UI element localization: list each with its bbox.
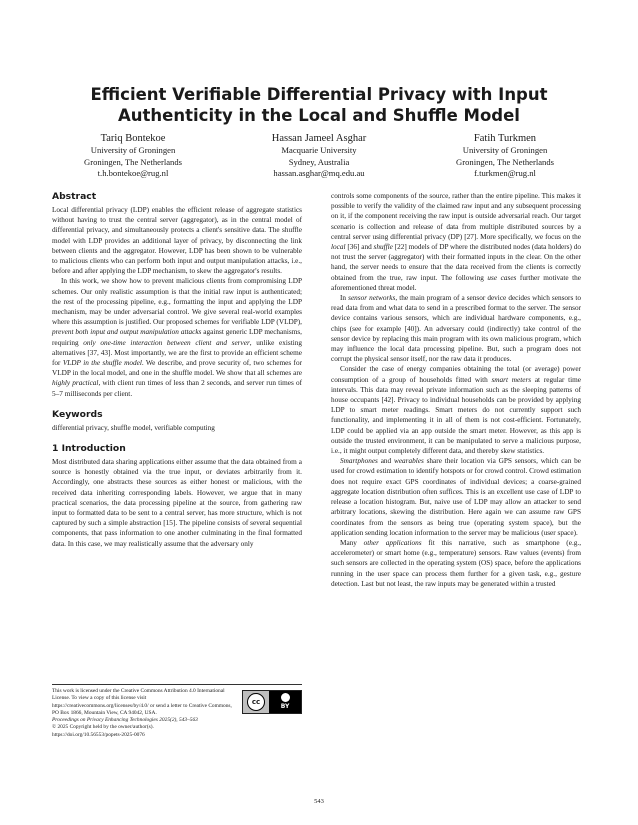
abstract-heading: Abstract [52,191,97,202]
author-email[interactable]: hassan.asghar@mq.edu.au [273,168,365,178]
author-email[interactable]: f.turkmen@rug.nl [474,168,536,178]
author-location: Sydney, Australia [288,156,350,167]
author-affiliation: University of Groningen [462,145,548,155]
author-2 [226,132,412,180]
keywords-text: differential privacy, shuffle model, verifiable computing [52,423,215,432]
abstract-paragraph-2: In this work, we show how to prevent malicious clients from compromising LDP schemes. Our only realistic assumption is that the initial raw input is authenticated; the rest of the processing pipeline, e.g., formatting the input and applying the LDP mechanism, may be under adversarial control. We give several real-world examples where this assumption is justified. Our proposed schemes for verifiable LDP (VLDP), prevent both input and output manipulation attacks against generic LDP mechanisms, requiring only one-time interaction between client and server, unlike existing alternatives [37, 43]. Most importantly, we are the first to provide an efficient scheme for VLDP in the shuffle model. We describe, and prove security of, two schemes for VLDP in the local model, and one in the shuffle model. We show that all schemes are highly practical, with client run times of less than 2 seconds, and server run times of 5–7 milliseconds per client. [52,277,303,398]
attribution-icon: BY [269,691,301,713]
page-number: 543 [314,798,324,805]
body-paragraph-1: controls some components of the source, rather than the entire pipeline. This makes it possible to verify the validity of the claimed raw input and any subsequent processing on it, if the component receiving the raw input is outside adversarial reach. Our target scenario is collection and release of data from multiple distributed sources by a central server using differential privacy (DP) [27]. More specifically, we focus on the local [36] and shuffle [22] models of DP where the distributed nodes (data holders) do not trust the server (aggregator) with their formatted inputs in the clear. On the other hand, the server needs to ensure that the data received from the clients is correctly obtained from the true, raw input. The following use cases further motivate the aforementioned threat model. [331,192,581,292]
keywords-heading: Keywords [52,408,103,420]
right-column [331,191,581,589]
author-3 [412,132,598,180]
author-name: Fatih Turkmen [473,133,537,144]
copyright-line: © 2025 Copyright held by the owner/author(s). [52,724,154,731]
body-paragraph-4: Smartphones and wearables share their location via GPS sensors, which can be used for crowd estimation to identify hotspots or for crowd control. Crowd estimation does not require exact GPS coordinates of individual devices; a coarse-grained aggregate location distribution often suffices. This is an excellent use case of LDP to release a location histogram. But, naive use of LDP may allow an attacker to send arbitrary locations, skewing the distribution. Here again we can assume raw GPS coordinates from the sensors as being true (operating system space), but the application sending location information to the server may be malicious (user space). [331,457,582,537]
abstract-paragraph-1: Local differential privacy (LDP) enables the efficient release of aggregate statistics without having to trust the central server (aggregator), as in the central model of differential privacy, and simultaneously protects a client's sensitive data. The shuffle model with LDP provides an additional layer of privacy, by disconnecting the link between clients and the aggregator. However, LDP has been shown to be vulnerable to malicious clients who can perform both input and output manipulation attacks, i.e., before and after applying the LDP mechanism, to skew the aggregator's results. [52,206,302,276]
paper-title: Efficient Verifiable Differential Privacy with Input Authenticity in the Local and Shuffle Model [90,85,548,125]
author-block [40,132,598,180]
author-location: Groningen, The Netherlands [456,156,554,167]
proceedings-line: Proceedings on Privacy Enhancing Technologies 2025(2), 543–563 [52,717,198,724]
body-paragraph-2: In sensor networks, the main program of a sensor device decides which sensors to read data from and what data to send in a prescribed format to the server. The sensor device contains various sensors, which are individual hardware components, e.g., chips (see for example [40]). An adversary could (indirectly) take control of the sensor device by replacing this main program with its own malicious program, which may influence the local data processing pipeline. But, such a program does not corrupt the physical sensor itself, nor the raw data it produces. [331,294,581,364]
license-footer [52,684,302,739]
body-paragraph-5: Many other applications fit this narrative, such as smartphone (e.g., accelerometer) or smart home (e.g., temperature) sensors. Raw values (events) from such sensors are collected in the operating system (OS) space, before the applications running in the user space can process them further for a given task, e.g., gesture detection. Last but not least, the raw inputs may be generated within a trusted [331,538,582,588]
author-1 [40,132,226,180]
author-name: Hassan Jameel Asghar [271,133,367,144]
author-affiliation: University of Groningen [90,145,176,155]
doi-link[interactable]: https://doi.org/10.56553/popets-2025-0076 [52,731,145,738]
author-affiliation: Macquarie University [281,145,357,155]
introduction-paragraph-1: Most distributed data sharing applications either assume that the data obtained from a source is honestly obtained via the true input, or deviates arbitrarily from it. Accordingly, one abstracts these sources as either honest or malicious, with the received data inheriting corresponding labels. However, we argue that in many practical scenarios, the data processing pipeline at the source, from gathering raw input to formatted data to be sent to a central server, has more structure, which is not captured by such a simple abstraction [15]. The pipeline consists of several sequential components, that pass information to one another culminating in the final formatted data. In this case, we may realistically assume that the adversary only [52,458,302,548]
author-name: Tariq Bontekoe [100,133,166,144]
introduction-heading: 1 Introduction [52,443,126,455]
footer-rule [52,684,302,685]
left-column [52,191,302,549]
body-paragraph-3: Consider the case of energy companies obtaining the total (or average) power consumption of a group of households fitted with smart meters at regular time intervals. This data may reveal private information such as the sleeping patterns of house occupants [42]. Privacy to individual households can be provided by applying LDP to smart meter readings. Smart meters do not currently support such functionality, and implementing it in all of them is not cost-efficient. Fortunately, LDP could be applied via an app outside the smart meter. However, as this app is outside the trusted environment, it can be manipulated to serve a malicious purpose, i.e., it might output completely different data, and thereby skew statistics. [331,365,581,456]
cc-by-badge-icon[interactable] [242,690,302,714]
author-location: Groningen, The Netherlands [84,156,182,167]
author-email[interactable]: t.h.bontekoe@rug.nl [97,168,169,178]
cc-icon: cc [243,691,269,713]
license-text: This work is licensed under the Creative Commons Attribution 4.0 International License. To view a copy of this license visit https://creativecommons.org/licenses/by/4.0/ or send a letter to Creative Commons, PO Box 1866, Mountain View, CA 94042, USA. [52,688,232,716]
